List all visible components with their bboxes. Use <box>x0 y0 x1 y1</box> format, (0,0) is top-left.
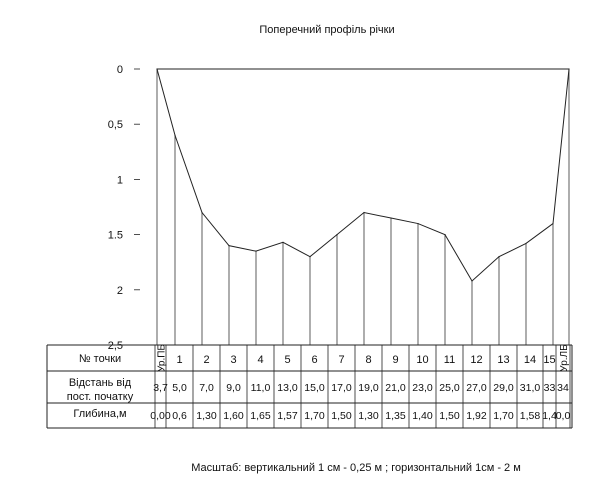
point-number: 11 <box>443 354 456 366</box>
distance-value: 21,0 <box>385 382 406 394</box>
chart-title: Поперечний профіль річки <box>259 24 395 36</box>
point-number: 3 <box>230 354 237 366</box>
distance-value: 27,0 <box>466 382 487 394</box>
depth-value: 1,30 <box>196 410 217 422</box>
depth-value: 1,50 <box>439 410 460 422</box>
data-point <box>552 223 553 224</box>
distance-value: 25,0 <box>439 382 460 394</box>
data-point <box>174 135 175 136</box>
point-number: 6 <box>311 354 318 366</box>
distance-value: 29,0 <box>493 382 514 394</box>
point-number: 10 <box>416 354 429 366</box>
row-label-depth: Глибина,м <box>73 408 127 420</box>
distance-value: 13,0 <box>277 382 298 394</box>
distance-value: 11,0 <box>250 382 271 394</box>
depth-value: 1,70 <box>493 410 514 422</box>
data-point <box>568 68 569 69</box>
depth-value: 0,0 <box>555 410 571 422</box>
depth-value: 1,30 <box>358 410 379 422</box>
data-point <box>390 217 391 218</box>
depth-value: 0,00 <box>150 410 171 422</box>
data-point <box>255 251 256 252</box>
distance-value: 23,0 <box>412 382 433 394</box>
depth-value: 1,65 <box>250 410 271 422</box>
y-tick-label: 0,5 <box>107 119 123 132</box>
depth-value: 1,4 <box>542 410 557 422</box>
river-bed-profile <box>157 69 569 281</box>
depth-value: 1,58 <box>519 410 541 422</box>
y-tick-label: 1.5 <box>107 229 123 242</box>
point-number: 15 <box>543 354 556 366</box>
point-label-bank: Ур.ЛБ <box>559 344 570 372</box>
data-point <box>156 68 157 69</box>
distance-value: 9,0 <box>226 382 241 394</box>
y-tick-label: 0 <box>116 64 123 76</box>
depth-value: 1,60 <box>223 410 244 422</box>
row-label-distance-line2: пост. початку <box>66 391 134 403</box>
point-label-bank: Ур.ПБ <box>156 344 168 372</box>
point-number: 5 <box>284 354 291 366</box>
point-number: 8 <box>365 354 372 366</box>
data-point <box>417 223 418 224</box>
distance-value: 17,0 <box>331 382 352 394</box>
point-number: 9 <box>392 354 399 366</box>
distance-value: 7,0 <box>199 382 214 394</box>
data-point <box>498 256 499 257</box>
distance-value: 34 <box>557 382 569 394</box>
row-label-distance-line1: Відстань від <box>68 377 132 389</box>
distance-value: 33 <box>543 382 556 394</box>
data-point <box>471 280 472 281</box>
y-tick-label: 1 <box>116 174 123 187</box>
point-number: 1 <box>176 354 183 366</box>
point-number: 7 <box>338 354 345 366</box>
scale-note: Масштаб: вертикальний 1 см - 0,25 м ; горизонтальний 1см - 2 м <box>191 462 521 474</box>
distance-value: 3,7 <box>153 382 168 394</box>
depth-value: 1,92 <box>466 410 487 422</box>
data-point <box>282 242 283 243</box>
data-point <box>525 243 526 244</box>
depth-value: 1,57 <box>277 410 298 422</box>
data-point <box>201 212 202 213</box>
depth-value: 1,50 <box>331 410 352 422</box>
distance-value: 15,0 <box>304 382 325 394</box>
point-number: 2 <box>203 354 210 366</box>
y-tick-label: 2,5 <box>107 340 123 352</box>
row-label-point-number: № точки <box>78 353 122 365</box>
point-number: 12 <box>470 354 483 366</box>
data-point <box>363 212 364 213</box>
data-point <box>336 234 337 235</box>
distance-value: 5,0 <box>172 382 187 394</box>
data-point <box>309 256 310 257</box>
data-point <box>444 234 445 235</box>
data-point <box>228 245 229 246</box>
depth-value: 1,40 <box>412 410 433 422</box>
depth-value: 0,6 <box>172 410 187 422</box>
depth-value: 1,70 <box>304 410 325 422</box>
y-tick-label: 2 <box>116 284 123 297</box>
distance-value: 19,0 <box>358 382 379 394</box>
distance-value: 31,0 <box>519 382 541 394</box>
depth-value: 1,35 <box>385 410 406 422</box>
point-number: 13 <box>497 354 510 366</box>
point-number: 4 <box>257 354 264 366</box>
point-number: 14 <box>523 354 537 366</box>
